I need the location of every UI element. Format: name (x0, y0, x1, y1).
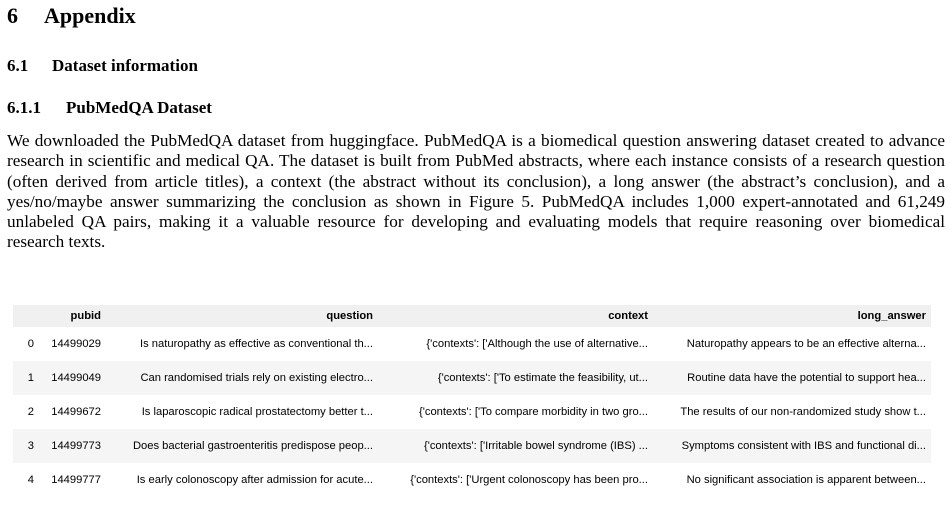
header-long-answer: long_answer (857, 310, 926, 322)
cell-long-answer: Routine data have the potential to support hea... (687, 371, 926, 384)
subsection-heading (7, 55, 198, 77)
cell-pubid: 14499049 (51, 372, 101, 384)
cell-context: {'contexts': ['To compare morbidity in two gro... (418, 405, 648, 418)
cell-long-answer: The results of our non-randomized study show t... (680, 405, 926, 418)
cell-pubid: 14499029 (51, 338, 101, 350)
cell-question: Is laparoscopic radical prostatectomy better t... (141, 405, 373, 418)
table-row (13, 395, 931, 429)
header-index (13, 305, 38, 327)
cell-long-answer: Symptoms consistent with IBS and functional di... (681, 439, 926, 452)
cell-question: Is naturopathy as effective as conventional th... (139, 337, 373, 350)
subsubsection-number: 6.1.1 (7, 98, 41, 117)
cell-index: 2 (27, 406, 34, 418)
table-row (13, 429, 931, 463)
cell-index: 3 (27, 440, 34, 452)
cell-question: Can randomised trials rely on existing electro... (140, 371, 373, 384)
header-question: question (326, 310, 373, 322)
cell-question: Is early colonoscopy after admission for acute... (136, 473, 373, 486)
subsubsection-title: PubMedQA Dataset (66, 98, 212, 117)
cell-pubid: 14499672 (51, 406, 101, 418)
subsection-title: Dataset information (52, 56, 198, 75)
cell-pubid: 14499777 (51, 474, 101, 486)
cell-index: 4 (27, 474, 34, 486)
subsection-number: 6.1 (7, 56, 29, 75)
cell-index: 1 (27, 372, 34, 384)
cell-context: {'contexts': ['Although the use of alternative... (426, 338, 648, 350)
table-row (13, 361, 931, 395)
cell-question: Does bacterial gastroenteritis predispose peop... (132, 439, 373, 452)
cell-context: {'contexts': ['To estimate the feasibility, ut... (437, 372, 648, 384)
cell-pubid: 14499773 (51, 440, 101, 452)
cell-index: 0 (27, 338, 34, 350)
body-paragraph: We downloaded the PubMedQA dataset from huggingface. PubMedQA is a biomedical question answering dataset created to advance research in scientific and medical QA. The dataset is built from PubMed abstracts, where each instance consists of a research question (often derived from article titles), a context (the abstract without its conclusion), a long answer (the abstract’s conclusion), and a yes/no/maybe answer summarizing the conclusion as shown in Figure 5. PubMedQA includes 1,000 expert-annotated and 61,249 unlabeled QA pairs, making it a valuable resource for developing and evaluating models that require reasoning over biomedical research texts. (7, 131, 945, 252)
subsubsection-heading (7, 97, 212, 119)
table-row (13, 327, 931, 361)
table-header-row (13, 305, 931, 327)
header-context: context (608, 310, 648, 322)
cell-long-answer: Naturopathy appears to be an effective alterna... (686, 337, 926, 350)
cell-context: {'contexts': ['Urgent colonoscopy has been pro... (410, 473, 648, 486)
section-heading (7, 1, 136, 31)
cell-context: {'contexts': ['Irritable bowel syndrome (IBS) ... (423, 440, 648, 452)
table-row (13, 463, 931, 497)
section-title: Appendix (44, 3, 136, 28)
section-number: 6 (7, 3, 18, 28)
dataset-table (13, 305, 931, 497)
cell-long-answer: No significant association is apparent between... (686, 473, 926, 486)
header-pubid: pubid (70, 310, 101, 322)
